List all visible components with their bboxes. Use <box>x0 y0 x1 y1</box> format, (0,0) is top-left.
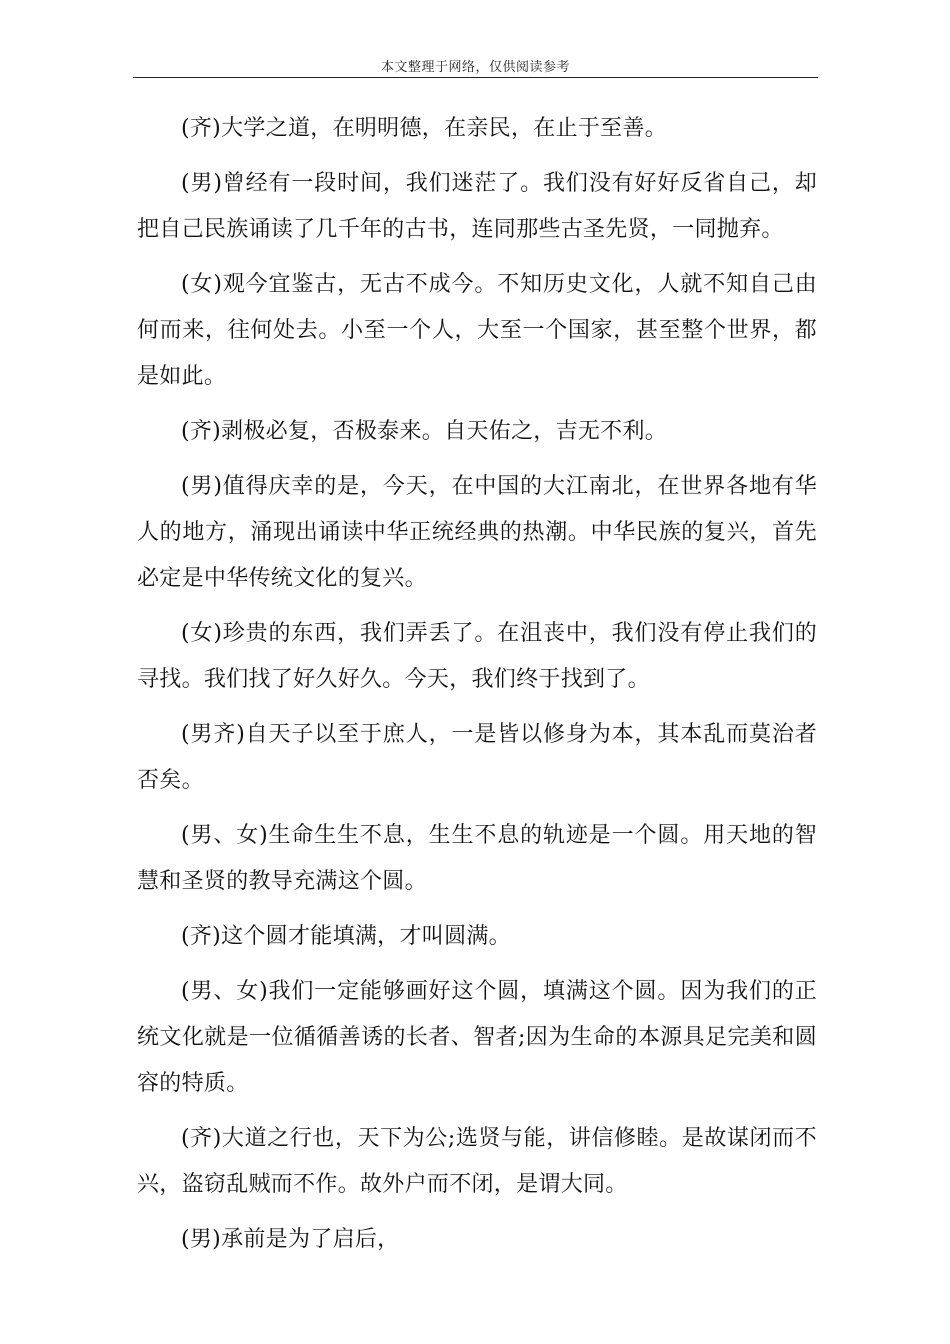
paragraph: (男、女)生命生生不息，生生不息的轨迹是一个圆。用天地的智慧和圣贤的教导充满这个圆。 <box>137 823 817 894</box>
page-header: 本文整理于网络，仅供阅读参考 <box>380 60 570 75</box>
paragraph: (男齐)自天子以至于庶人，一是皆以修身为本，其本乱而莫治者否矣。 <box>137 722 817 793</box>
paragraph: (男)曾经有一段时间，我们迷茫了。我们没有好好反省自己，却把自己民族诵读了几千年的古书，连同那些古圣先贤，一同抛弃。 <box>137 171 817 242</box>
header-divider <box>133 77 818 78</box>
paragraph: (女)珍贵的东西，我们弄丢了。在沮丧中，我们没有停止我们的寻找。我们找了好久好久。今天，我们终于找到了。 <box>137 621 817 692</box>
paragraph: (齐)这个圆才能填满，才叫圆满。 <box>181 924 511 949</box>
paragraph: (女)观今宜鉴古，无古不成今。不知历史文化，人就不知自己由何而来，往何处去。小至一个人，大至一个国家，甚至整个世界，都是如此。 <box>137 272 817 389</box>
paragraph: (齐)大道之行也，天下为公;选贤与能，讲信修睦。是故谋闭而不兴，盗窃乱贼而不作。故外户而不闭，是谓大同。 <box>137 1126 817 1197</box>
paragraph: (男)承前是为了启后， <box>181 1227 400 1252</box>
paragraph: (男)值得庆幸的是，今天，在中国的大江南北，在世界各地有华人的地方，涌现出诵读中华正统经典的热潮。中华民族的复兴，首先必定是中华传统文化的复兴。 <box>137 474 817 591</box>
paragraph: (男、女)我们一定能够画好这个圆，填满这个圆。因为我们的正统文化就是一位循循善诱的长者、智者;因为生命的本源具足完美和圆容的特质。 <box>137 979 817 1096</box>
paragraph: (齐)剥极必复，否极泰来。自天佑之，吉无不利。 <box>181 419 668 444</box>
document-body <box>137 106 817 1272</box>
paragraph: (齐)大学之道，在明明德，在亲民，在止于至善。 <box>181 116 668 141</box>
